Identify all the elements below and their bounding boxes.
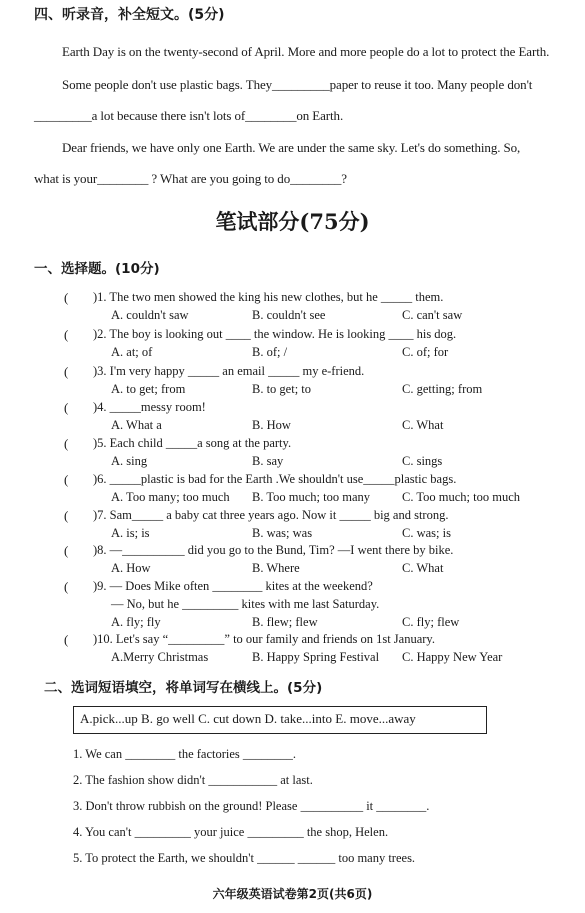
section4-line-4: Dear friends, we have only one Earth. We are under the same sky. Let's do something. So, <box>62 140 521 155</box>
option-c: C. Happy New Year <box>402 650 503 664</box>
option-b: B. How <box>252 418 291 432</box>
section2-heading: 二、选词短语填空，将单词写在横线上。(5分) <box>44 680 323 696</box>
answer-paren: ( <box>64 327 69 342</box>
word-bank-options: A.pick...up B. go well C. cut down D. take...into E. move...away <box>80 711 416 726</box>
fill-item-4: 4. You can't _________ your juice _________ the shop, Helen. <box>73 825 389 839</box>
section4-line-3: _________a lot because there isn't lots of________on Earth. <box>34 108 344 123</box>
section1-heading: 一、选择题。(10分) <box>34 261 160 277</box>
option-a: A. fly; fly <box>111 615 161 629</box>
section4-line-1: Earth Day is on the twenty-second of April. More and more people do a lot to protect the Earth. <box>62 44 550 59</box>
answer-paren: ( <box>64 579 69 594</box>
option-b: B. flew; flew <box>252 615 318 629</box>
question-stem: )3. I'm very happy _____ an email _____ my e-friend. <box>93 364 365 378</box>
option-b: B. to get; to <box>252 382 312 396</box>
option-a: A. couldn't saw <box>111 308 189 322</box>
option-b: B. of; / <box>252 345 288 359</box>
answer-paren: ( <box>64 472 69 487</box>
option-c: C. can't saw <box>402 308 463 322</box>
question-stem: )9. — Does Mike often ________ kites at the weekend? <box>93 579 373 593</box>
written-part-title: 笔试部分(75分) <box>215 209 370 234</box>
option-a: A. to get; from <box>111 382 186 396</box>
option-a: A.Merry Christmas <box>111 650 209 664</box>
option-b: B. was; was <box>252 526 313 540</box>
option-c: C. of; for <box>402 345 449 359</box>
answer-paren: ( <box>64 543 69 558</box>
section4-heading: 四、听录音，补全短文。(5分) <box>34 7 225 23</box>
fill-item-3: 3. Don't throw rubbish on the ground! Please __________ it ________. <box>73 799 430 813</box>
section4-line-2: Some people don't use plastic bags. They_________paper to reuse it too. Many people don't <box>62 77 533 92</box>
option-a: A. Too many; too much <box>111 490 230 504</box>
option-a: A. What a <box>111 418 162 432</box>
answer-paren: ( <box>64 364 69 379</box>
question-stem: )1. The two men showed the king his new clothes, but he _____ them. <box>93 290 444 304</box>
option-a: A. is; is <box>111 526 150 540</box>
question-stem: )6. _____plastic is bad for the Earth .We shouldn't use_____plastic bags. <box>93 472 457 486</box>
option-c: C. What <box>402 418 444 432</box>
option-b: B. couldn't see <box>252 308 326 322</box>
answer-paren: ( <box>64 632 69 647</box>
section4-line-5: what is your________ ? What are you going to do________? <box>34 171 347 186</box>
question-stem: )7. Sam_____ a baby cat three years ago. Now it _____ big and strong. <box>93 508 449 522</box>
question-stem: )8. —__________ did you go to the Bund, Tim? —I went there by bike. <box>93 543 454 557</box>
fill-item-1: 1. We can ________ the factories ________. <box>73 747 297 761</box>
fill-item-5: 5. To protect the Earth, we shouldn't ______ ______ too many trees. <box>73 851 416 865</box>
option-a: A. How <box>111 561 151 575</box>
question-stem: )5. Each child _____a song at the party. <box>93 436 292 450</box>
option-b: B. say <box>252 454 284 468</box>
option-b: B. Where <box>252 561 300 575</box>
option-c: C. sings <box>402 454 443 468</box>
option-b: B. Happy Spring Festival <box>252 650 380 664</box>
option-c: C. What <box>402 561 444 575</box>
option-b: B. Too much; too many <box>252 490 370 504</box>
option-c: C. was; is <box>402 526 451 540</box>
option-a: A. at; of <box>111 345 153 359</box>
answer-paren: ( <box>64 400 69 415</box>
option-c: C. getting; from <box>402 382 483 396</box>
question-stem: )2. The boy is looking out ____ the window. He is looking ____ his dog. <box>93 327 457 341</box>
question-stem: )10. Let's say “_________” to our family and friends on 1st January. <box>93 632 435 646</box>
answer-paren: ( <box>64 290 69 305</box>
option-c: C. fly; flew <box>402 615 460 629</box>
option-c: C. Too much; too much <box>402 490 520 504</box>
word-bank-box <box>73 706 487 734</box>
page-footer: 六年级英语试卷第2页(共6页) <box>212 887 373 901</box>
option-a: A. sing <box>111 454 148 468</box>
question-stem-line-2: — No, but he _________ kites with me last Saturday. <box>111 597 380 611</box>
answer-paren: ( <box>64 436 69 451</box>
answer-paren: ( <box>64 508 69 523</box>
fill-item-2: 2. The fashion show didn't ___________ at last. <box>73 773 313 787</box>
question-stem: )4. _____messy room! <box>93 400 206 414</box>
